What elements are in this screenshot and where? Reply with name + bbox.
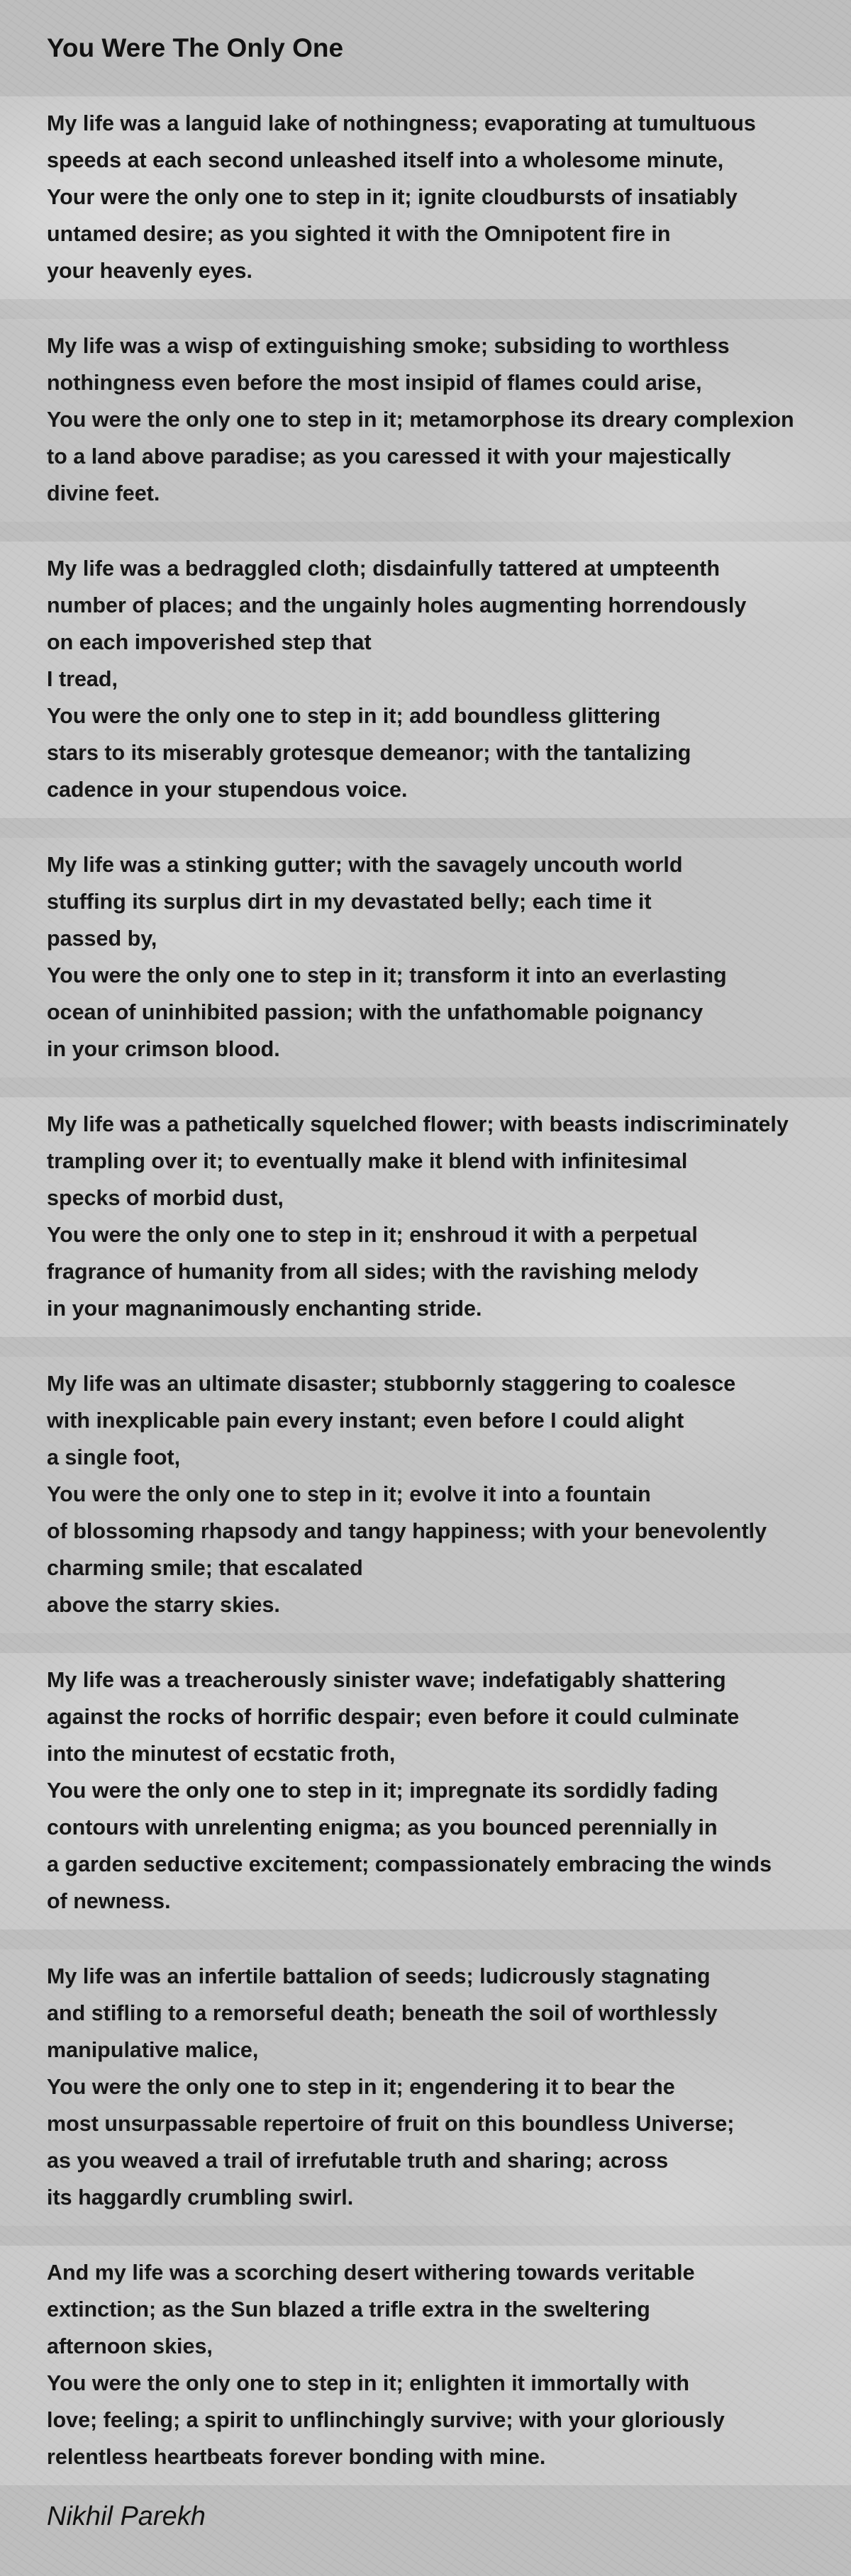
poem-author: Nikhil Parekh [47, 2502, 206, 2531]
poem-line: number of places; and the ungainly holes augmenting horrendously [47, 593, 747, 617]
poem-line: relentless heartbeats forever bonding with mine. [47, 2445, 546, 2469]
poem-line: love; feeling; a spirit to unflinchingly survive; with your gloriously [47, 2408, 725, 2432]
poem-line: nothingness even before the most insipid of flames could arise, [47, 371, 702, 395]
poem-stanza [0, 1653, 851, 1930]
poem-line: I tread, [47, 667, 118, 691]
poem-title: You Were The Only One [47, 33, 344, 62]
poem-line: contours with unrelenting enigma; as you bounced perennially in [47, 1815, 718, 1839]
poem-stanza [0, 2246, 851, 2485]
poem-line: Your were the only one to step in it; ignite cloudbursts of insatiably [47, 185, 738, 209]
poem-line: And my life was a scorching desert withering towards veritable [47, 2261, 695, 2285]
poem-stanza [0, 96, 851, 299]
poem-line: My life was a pathetically squelched flower; with beasts indiscriminately [47, 1112, 789, 1136]
poem-line: of newness. [47, 1889, 171, 1913]
poem-line: as you weaved a trail of irrefutable truth and sharing; across [47, 2149, 669, 2173]
poem-stanza [0, 838, 851, 1077]
poem-line: My life was a languid lake of nothingness; evaporating at tumultuous [47, 111, 756, 135]
poem-line: its haggardly crumbling swirl. [47, 2185, 354, 2210]
poem-line: stuffing its surplus dirt in my devastated belly; each time it [47, 890, 652, 914]
poem-line: divine feet. [47, 481, 160, 505]
poem-line: a single foot, [47, 1445, 181, 1469]
poem-line: untamed desire; as you sighted it with the Omnipotent fire in [47, 222, 671, 246]
poem-line: My life was an infertile battalion of seeds; ludicrously stagnating [47, 1964, 711, 1988]
poem-line: most unsurpassable repertoire of fruit on this boundless Universe; [47, 2112, 735, 2136]
poem-line: in your magnanimously enchanting stride. [47, 1297, 482, 1321]
poem-line: You were the only one to step in it; transform it into an everlasting [47, 963, 727, 987]
poem-stanza [0, 319, 851, 522]
poem-stanza [0, 542, 851, 818]
poem-line: passed by, [47, 926, 157, 951]
poem-line: charming smile; that escalated [47, 1556, 363, 1580]
poem-line: You were the only one to step in it; enlighten it immortally with [47, 2371, 690, 2395]
poem-line: cadence in your stupendous voice. [47, 778, 408, 802]
poem-line: stars to its miserably grotesque demeanor; with the tantalizing [47, 741, 691, 765]
poem-line: extinction; as the Sun blazed a trifle extra in the sweltering [47, 2297, 650, 2322]
poem-line: My life was a stinking gutter; with the savagely uncouth world [47, 853, 683, 877]
poem-line: into the minutest of ecstatic froth, [47, 1742, 396, 1766]
poem-line: You were the only one to step in it; enshroud it with a perpetual [47, 1223, 698, 1247]
poem-line: You were the only one to step in it; evolve it into a fountain [47, 1482, 651, 1506]
poem-stanza [0, 1357, 851, 1633]
poem-line: ocean of uninhibited passion; with the unfathomable poignancy [47, 1000, 703, 1024]
poem-line: speeds at each second unleashed itself into a wholesome minute, [47, 148, 724, 172]
poem-line: fragrance of humanity from all sides; with the ravishing melody [47, 1260, 699, 1284]
poem-stanza [0, 1097, 851, 1337]
poem-line: My life was a bedraggled cloth; disdainfully tattered at umpteenth [47, 556, 721, 581]
poem-line: your heavenly eyes. [47, 259, 252, 283]
poem-line: in your crimson blood. [47, 1037, 280, 1061]
poem-line: trampling over it; to eventually make it blend with infinitesimal [47, 1149, 688, 1173]
poem-body [0, 96, 851, 2505]
poem-line: My life was an ultimate disaster; stubbornly staggering to coalesce [47, 1372, 736, 1396]
poem-stanza [0, 1949, 851, 2226]
poem-line: on each impoverished step that [47, 630, 372, 654]
poem-line: You were the only one to step in it; add boundless glittering [47, 704, 661, 728]
poem-line: against the rocks of horrific despair; even before it could culminate [47, 1705, 740, 1729]
poem-line: My life was a wisp of extinguishing smoke; subsiding to worthless [47, 334, 730, 358]
poem-line: You were the only one to step in it; impregnate its sordidly fading [47, 1779, 718, 1803]
poem-line: a garden seductive excitement; compassionately embracing the winds [47, 1852, 772, 1876]
poem-line: You were the only one to step in it; engendering it to bear the [47, 2075, 675, 2099]
poem-line: to a land above paradise; as you caressed it with your majestically [47, 444, 731, 469]
poem-line: My life was a treacherously sinister wave; indefatigably shattering [47, 1668, 726, 1692]
poem-line: of blossoming rhapsody and tangy happiness; with your benevolently [47, 1519, 767, 1543]
poem-line: and stifling to a remorseful death; beneath the soil of worthlessly [47, 2001, 718, 2025]
poem-line: You were the only one to step in it; metamorphose its dreary complexion [47, 408, 794, 432]
poem-line: specks of morbid dust, [47, 1186, 284, 1210]
poem-line: above the starry skies. [47, 1593, 280, 1617]
poem-line: afternoon skies, [47, 2334, 213, 2358]
poem-line: manipulative malice, [47, 2038, 259, 2062]
poem-line: with inexplicable pain every instant; even before I could alight [47, 1409, 684, 1433]
